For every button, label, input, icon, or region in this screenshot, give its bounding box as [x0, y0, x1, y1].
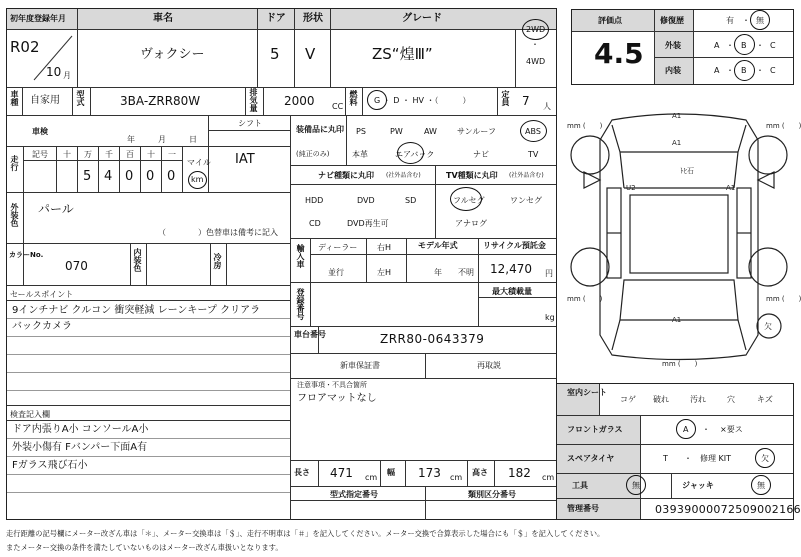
digit-unit-label: 万: [84, 150, 92, 159]
mileage-digit: 0: [167, 169, 176, 184]
inspector-line-3: Fガラス飛び石小: [12, 460, 88, 471]
vehicle-kind: 自家用: [30, 95, 60, 106]
mgmt-number: 03939000072509002166: [655, 503, 801, 516]
svg-text:mm ( ): mm ( ): [766, 122, 801, 130]
equip-tv: TV: [528, 150, 539, 159]
navi-dvd: DVD: [357, 196, 375, 205]
digit-unit-label: 十: [63, 150, 71, 159]
notes-label: 注意事項・不具合箇所: [297, 381, 367, 389]
interior-color-label: 内装色: [133, 248, 142, 272]
capacity-label: 定員: [501, 90, 510, 106]
chassis-label: 車台番号: [294, 330, 326, 339]
recycle-value: 12,470: [490, 262, 532, 276]
name-label: 車名: [153, 13, 173, 24]
inspection-label: 車検: [32, 127, 48, 136]
type-label: 型式: [76, 90, 85, 106]
recycle-label: リサイクル預託金: [483, 241, 546, 250]
year-label: 初年度登録年月: [10, 14, 66, 23]
door-label: ドア: [266, 13, 286, 24]
inspector-label: 検査記入欄: [10, 410, 50, 419]
windshield-label: フロントガラス: [567, 425, 623, 434]
digit-unit-label: 百: [126, 150, 134, 159]
car-name: ヴォクシー: [140, 47, 205, 62]
svg-text:mm ( ): mm ( ): [662, 360, 698, 368]
svg-text:U2: U2: [626, 184, 636, 192]
tools-label: 工具: [572, 481, 588, 490]
color-label: 外装色: [10, 203, 19, 227]
sales-point-2: バックカメラ: [12, 321, 72, 332]
footer-line-2: またメーター交換の条件を満たしていないものはメーター改ざん車扱いとなります。: [6, 543, 283, 552]
navi-sd: SD: [405, 196, 417, 205]
spare-none: 欠: [761, 454, 769, 463]
svg-text:mm ( ): mm ( ): [567, 122, 603, 130]
car-damage-diagram: [562, 100, 801, 372]
windshield-a: A: [683, 425, 689, 434]
shift-value: IAT: [235, 152, 255, 167]
footer-line-1: 走行距離の記号欄にメーター改ざん車は「＊」、メーター交換車は「＄」、走行不明車は「＃」を記入してください。メーター交換で合算表示した場合にも「＄」を記入してください。: [6, 529, 605, 538]
length-value: 471: [330, 466, 353, 480]
import-label: 輸入車: [296, 244, 305, 268]
exterior-label: 外装: [665, 41, 681, 50]
notes-text: フロアマットなし: [297, 393, 377, 404]
seat-item: 破れ: [653, 395, 669, 404]
tv-oneseg: ワンセグ: [510, 196, 542, 205]
ac-label: 冷房: [213, 253, 222, 269]
manual: 再取説: [477, 361, 501, 370]
mileage-digit: 0: [125, 169, 134, 184]
digit-unit-label: 一: [168, 150, 176, 159]
sales-point-1: 9インチナビ クルコン 衝突軽減 レーンキープ クリアラ: [12, 305, 261, 316]
equip-aw: AW: [424, 127, 437, 136]
seat-item: コゲ: [620, 395, 636, 404]
svg-text:A1: A1: [672, 139, 682, 147]
equip-leather: 本革: [352, 150, 368, 159]
color-value: パール: [38, 202, 74, 216]
width-label: 幅: [387, 468, 395, 477]
kind-label: 車種: [10, 90, 19, 106]
equip-ps: PS: [356, 127, 366, 136]
mileage-digit: 4: [104, 169, 113, 184]
svg-text:mm ( ): mm ( ): [766, 295, 801, 303]
displacement: 2000: [284, 94, 315, 108]
mgmt-label: 管理番号: [567, 504, 599, 513]
displacement-label: 排気量: [249, 88, 258, 112]
grade-value: ZS“煌Ⅲ”: [372, 45, 433, 63]
height-label: 高さ: [472, 468, 488, 477]
rating-label: 評価点: [598, 16, 622, 25]
equip-sunroof: サンルーフ: [457, 127, 496, 136]
equip-airbag: エアバック: [395, 150, 435, 159]
interior-grade: B: [741, 66, 747, 75]
svg-text:A1: A1: [672, 112, 682, 120]
new-warranty: 新車保証書: [340, 361, 380, 370]
digit-unit-label: 千: [105, 150, 113, 159]
length-label: 長さ: [294, 468, 310, 477]
mileage-digit: 5: [83, 169, 92, 184]
navi-hdd: HDD: [305, 196, 324, 205]
jack-value: 無: [757, 481, 765, 490]
svg-text:ﾄﾋ石: ﾄﾋ石: [680, 167, 694, 175]
tools-value: 無: [632, 481, 640, 490]
registration-label: 登録番号: [296, 288, 305, 320]
equip-abs: ABS: [525, 127, 541, 136]
fuel-label: 燃料: [349, 90, 358, 106]
exterior-grade: B: [741, 41, 747, 50]
color-no-label: カラーNo.: [9, 251, 44, 259]
registration-month: 10: [46, 65, 62, 79]
drive-2wd: 2WD: [526, 25, 546, 34]
svg-text:欠: 欠: [764, 322, 772, 331]
model-type: 3BA-ZRR80W: [120, 94, 201, 108]
equip-pw: PW: [390, 127, 403, 136]
shape-label: 形状: [303, 13, 323, 24]
km-label: km: [191, 175, 204, 184]
model-year-label: モデル年式: [418, 241, 458, 250]
equip-label: 装備品に丸印: [296, 125, 344, 134]
inspector-line-1: ドア内張りA小 コンソールA小: [12, 424, 149, 435]
door-count: 5: [270, 45, 280, 63]
rating-value: 4.5: [594, 37, 644, 70]
svg-text:A1: A1: [672, 316, 682, 324]
width-value: 173: [418, 466, 441, 480]
color-note: （ ）色替車は備考に記入: [158, 228, 278, 237]
class-no-label: 類別区分番号: [468, 490, 516, 499]
grade-label: グレード: [402, 13, 442, 24]
inspector-line-2: 外装小傷有 Fバンパー下面A有: [12, 442, 148, 453]
navi-cd: CD: [309, 219, 321, 228]
navi-dvd-play: DVD再生可: [347, 219, 389, 228]
equip-navi: ナビ: [473, 150, 489, 159]
shift-label: シフト: [238, 119, 262, 128]
seat-item: 汚れ: [690, 395, 706, 404]
svg-text:mm ( ): mm ( ): [567, 295, 603, 303]
interior-label: 内装: [665, 66, 681, 75]
body-shape: V: [305, 45, 316, 63]
repair-label: 修復歴: [660, 16, 684, 25]
digit-unit-label: 十: [147, 150, 155, 159]
loading-label: 最大積載量: [492, 287, 532, 296]
mileage-digit: 0: [146, 169, 155, 184]
seat-item: キズ: [757, 395, 773, 404]
spare-label: スペアタイヤ: [567, 454, 615, 463]
seat-label: 室内シート: [567, 388, 607, 397]
svg-text:A1: A1: [726, 184, 736, 192]
tv-label: TV種類に丸印: [446, 171, 498, 180]
navi-label: ナビ種類に丸印: [318, 171, 374, 180]
capacity: 7: [522, 94, 530, 108]
tv-analog: アナログ: [455, 219, 487, 228]
type-no-label: 型式指定番号: [330, 490, 378, 499]
fuel-options: G ・ D ・ HV ・（ ）: [374, 96, 471, 105]
registration-era: R02: [10, 38, 40, 56]
drive-4wd: 4WD: [526, 57, 546, 66]
repair-none: 無: [756, 16, 764, 25]
tv-fullseg: フルセグ: [453, 196, 485, 205]
chassis-number: ZRR80-0643379: [380, 332, 485, 346]
color-no: 070: [65, 259, 88, 273]
sales-points-label: セールスポイント: [10, 290, 74, 299]
height-value: 182: [508, 466, 531, 480]
mileage-label: 走行: [10, 155, 19, 171]
seat-item: 穴: [727, 395, 735, 404]
jack-label: ジャッキ: [682, 481, 714, 490]
